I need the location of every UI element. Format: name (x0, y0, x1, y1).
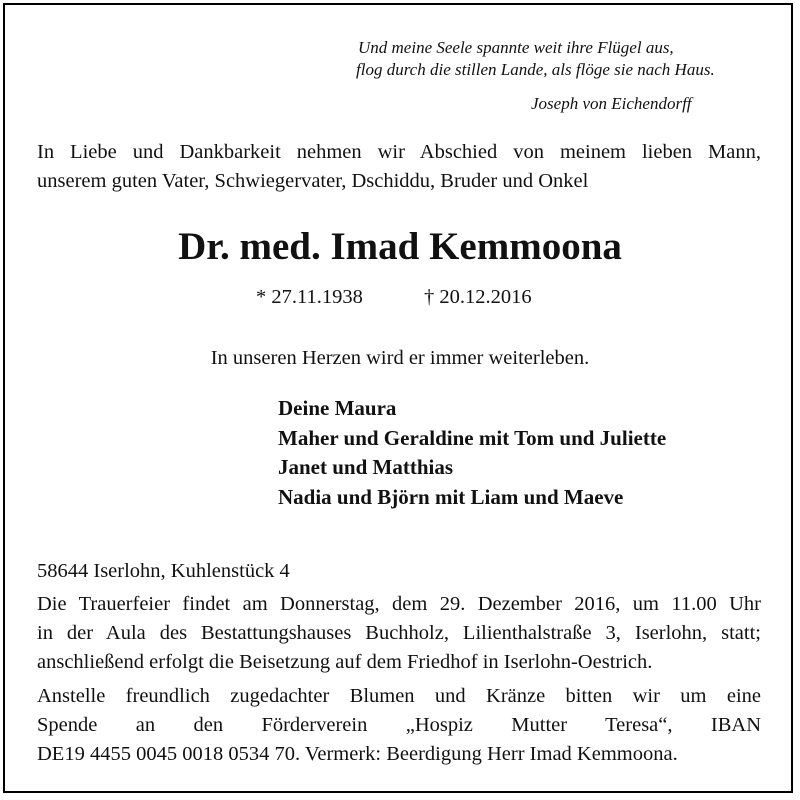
family-list (278, 394, 666, 512)
intro-line-1: In Liebe und Dankbarkeit nehmen wir Abschied von meinem lieben Mann, (37, 141, 761, 163)
donation-line: Spende an den Förderverein „Hospiz Mutter Teresa“, IBAN (37, 714, 761, 736)
ceremony-line: Die Trauerfeier findet am Donnerstag, dem 29. Dezember 2016, um 11.00 Uhr (37, 593, 761, 615)
quote-line-2: flog durch die stillen Lande, als flöge sie nach Haus. (356, 60, 715, 79)
address: 58644 Iserlohn, Kuhlenstück 4 (37, 560, 290, 582)
family-member: Maher und Geraldine mit Tom und Juliette (278, 425, 667, 450)
donation-paragraph (37, 682, 761, 769)
birth-date: * 27.11.1938 (256, 286, 363, 308)
ceremony-line: anschließend erfolgt die Beisetzung auf dem Friedhof in Iserlohn-Oestrich. (37, 651, 653, 673)
ceremony-paragraph (37, 590, 761, 677)
death-date: † 20.12.2016 (424, 286, 532, 308)
quote-line-1: Und meine Seele spannte weit ihre Flügel aus, (358, 38, 674, 57)
family-member: Nadia und Björn mit Liam und Maeve (278, 484, 624, 509)
quote-author: Joseph von Eichendorff (531, 94, 692, 113)
deceased-name: Dr. med. Imad Kemmoona (178, 225, 622, 268)
donation-line: DE19 4455 0045 0018 0534 70. Vermerk: Beerdigung Herr Imad Kemmoona. (37, 743, 678, 765)
motto: In unseren Herzen wird er immer weiterleben. (210, 347, 590, 369)
donation-line: Anstelle freundlich zugedachter Blumen und Kränze bitten wir um eine (37, 685, 761, 707)
ceremony-line: in der Aula des Bestattungshauses Buchholz, Lilienthalstraße 3, Iserlohn, statt; (37, 622, 761, 644)
family-member: Deine Maura (278, 396, 397, 420)
family-member: Janet und Matthias (278, 455, 454, 479)
intro-line-2: unserem guten Vater, Schwiegervater, Dschiddu, Bruder und Onkel (37, 170, 589, 192)
